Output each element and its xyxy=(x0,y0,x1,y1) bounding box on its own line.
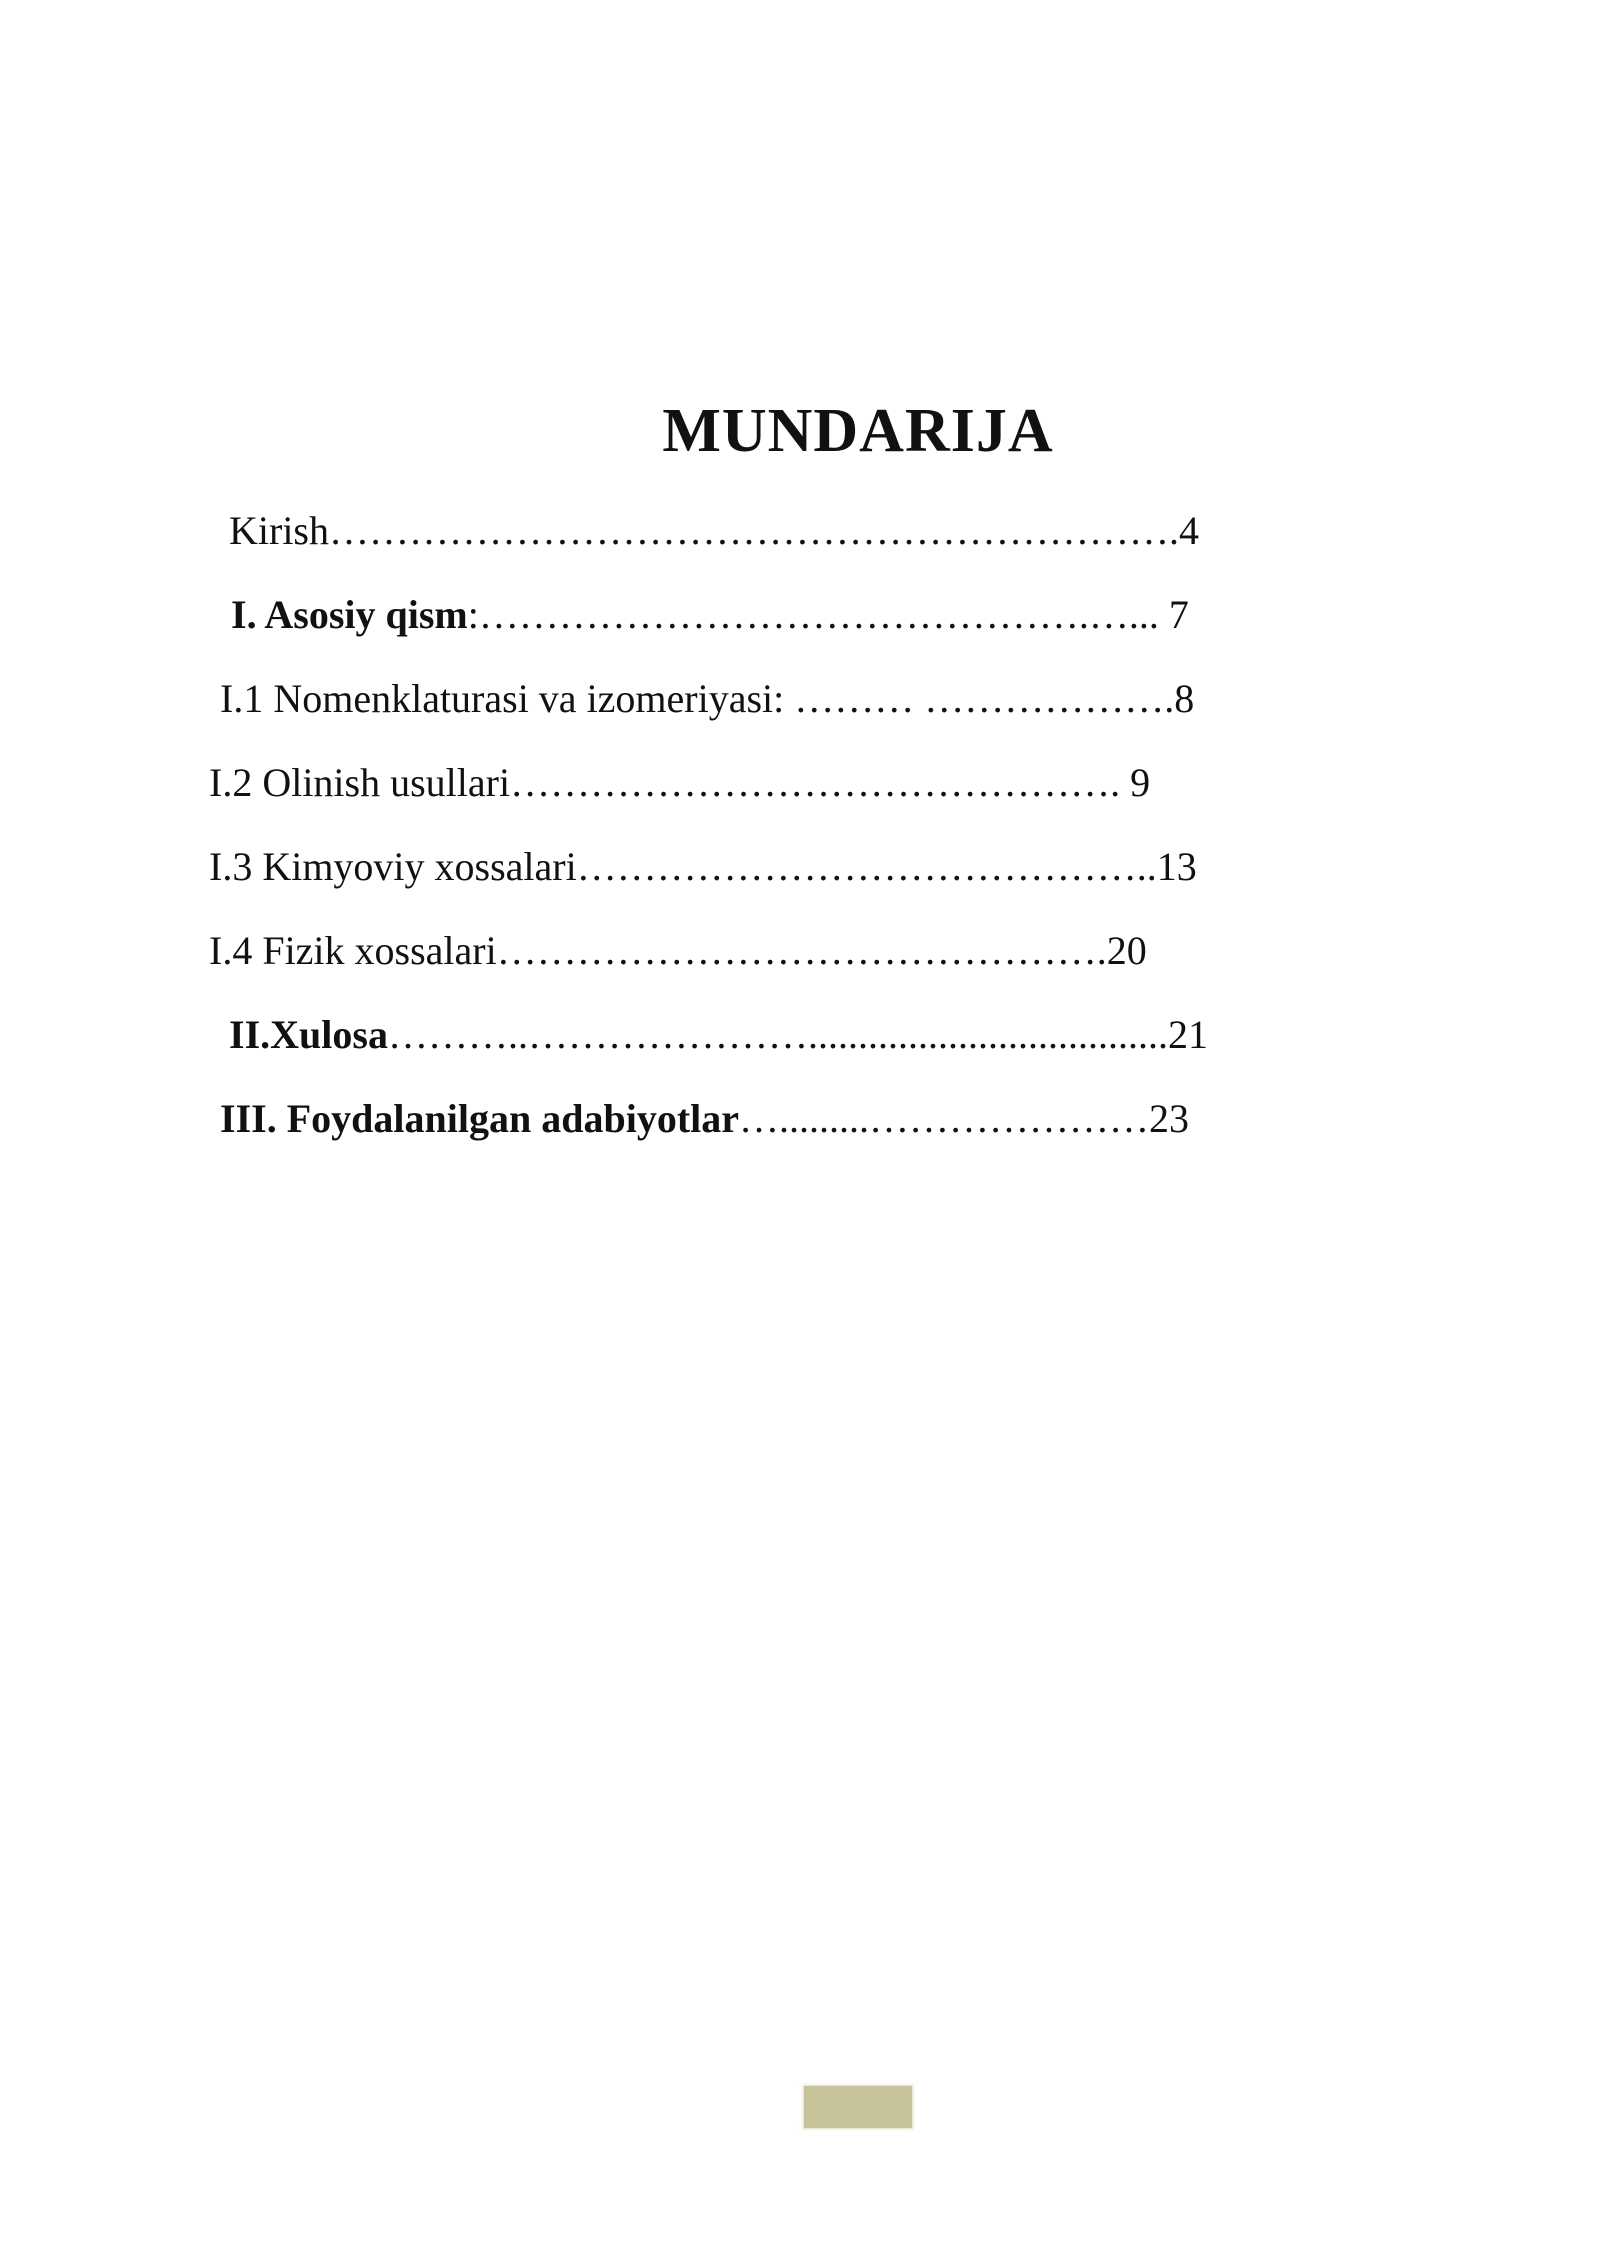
toc-entry-label: III. Foydalanilgan adabiyotlar xyxy=(220,1096,740,1141)
toc-entry-leader: ……… ……………… xyxy=(784,676,1165,721)
toc-entry-page-number: .8 xyxy=(1164,676,1195,721)
toc-entry-leader: ………..………………….................................... xyxy=(387,1012,1168,1057)
toc-entry-kirish[interactable] xyxy=(229,503,1199,559)
toc-entry-label: I.2 Olinish usullari xyxy=(209,760,511,805)
toc-entry-leader: :……………………………………….…... xyxy=(467,592,1159,637)
toc-entry-leader: ………………………………………. xyxy=(496,928,1107,973)
toc-entry-page-number: 23 xyxy=(1149,1096,1190,1141)
toc-entry-page-number: 13 xyxy=(1156,844,1197,889)
toc-entry-leader: …………………………………….. xyxy=(576,844,1157,889)
toc-entry-label: I.3 Kimyoviy xossalari xyxy=(209,844,577,889)
toc-entry-label: I. Asosiy qism xyxy=(231,592,468,637)
toc-entry-page-number: .4 xyxy=(1169,508,1199,553)
toc-entry-page-number: 7 xyxy=(1158,592,1189,637)
toc-entry-fizik-xossalari[interactable] xyxy=(209,923,1147,979)
toc-entry-nomenklaturasi[interactable] xyxy=(220,671,1194,727)
toc-entry-kimyoviy-xossalari[interactable] xyxy=(209,839,1197,895)
toc-entry-page-number: 20 xyxy=(1106,928,1147,973)
page-title: MUNDARIJA xyxy=(662,397,1054,465)
toc-entry-leader: ……………………………………………………… xyxy=(329,508,1169,553)
toc-entry-foydalanilgan-adabiyotlar[interactable] xyxy=(220,1091,1189,1147)
toc-entry-leader: ….........………………… xyxy=(739,1096,1150,1141)
toc-entry-label: II.Xulosa xyxy=(229,1012,388,1057)
toc-entry-olinish-usullari[interactable] xyxy=(209,755,1150,811)
toc-entry-page-number: 21 xyxy=(1167,1012,1208,1057)
toc-entry-xulosa[interactable] xyxy=(229,1007,1208,1063)
toc-entry-label: Kirish xyxy=(229,508,329,553)
toc-entry-leader: ………………………………………. xyxy=(510,760,1121,805)
toc-entry-label: I.4 Fizik xossalari xyxy=(209,928,497,973)
toc-entry-label: I.1 Nomenklaturasi va izomeriyasi: xyxy=(220,676,785,721)
page-number-badge xyxy=(803,2085,913,2129)
toc-entry-page-number: 9 xyxy=(1120,760,1151,805)
toc-entry-asosiy-qism[interactable] xyxy=(231,587,1189,643)
